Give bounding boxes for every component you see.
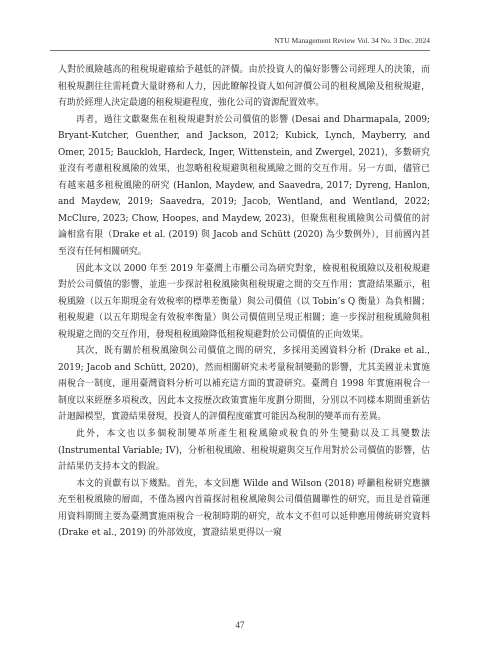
paragraph-2: 再者，過往文獻聚焦在租稅規避對於公司價值的影響 (Desai and Dharmapala, 2009; Bryant-Kutcher, Guenther, and Jackson, 2012; Kubick, Lynch, Mayberry, and Omer, 2015; Bauckloh, Hardeck, Inger, Wittenstein, and Zwergel, 2021)，多數研究並沒有考慮租稅風險的效果，也忽略租稅規避與租稅風險之間的交互作用。另一方面，儘管已有越來越多租稅風險的研究 (Hanlon, Maydew, and Saavedra, 2017; Dyreng, Hanlon, and Maydew, 2019; Saavedra, 2019; Jacob, Wentland, and Wentland, 2022; McClure, 2023; Chow, Hoopes, and Maydew, 2023)，但聚焦租稅風險與公司價值的討論相當有限（Drake et al. (2019) 與 Jacob and Schütt (2020) 為少數例外），目前國內甚至沒有任何相關研究。 — [58, 114, 430, 258]
running-head: NTU Management Review Vol. 34 No. 3 Dec. 2024 — [274, 36, 430, 45]
header-rule — [50, 50, 430, 51]
paragraph-6: 本文的貢獻有以下幾點。首先，本文回應 Wilde and Wilson (2018) 呼籲租稅研究應擴充至租稅風險的層面，不僅為國內首篇探討租稅風險與公司價值關聯性的研究，而且是首篇運用資料期間主要為臺灣實施兩稅合一稅制時期的研究，故本文不但可以延伸應用傳統研究資料 (Drake et al., 2019) 的外部效度，實證結果更得以一窺 — [58, 478, 430, 539]
paragraph-4: 其次，既有關於租稅風險與公司價值之間的研究，多採用美國資料分析 (Drake et al., 2019; Jacob and Schütt, 2020)，然而相關研究未考量稅制變動的影響，尤其美國並未實施兩稅合一制度，運用臺灣資料分析可以補充這方面的實證研究。臺灣自 1998 年實施兩稅合一制度以來經歷多項稅改，因此本文按歷次政策實施年度劃分期間，分別以不同樣本期間重新估計迴歸模型，實證結果發現，投資人的評價程度確實可能因為稅制的變革而有差異。 — [58, 346, 430, 423]
page-number: 47 — [235, 620, 245, 630]
paragraph-1: 人對於風險越高的租稅規避確給予越低的評價。由於投資人的偏好影響公司經理人的決策，而租稅規劃往往需耗費大量財務和人力，因此瞭解投資人如何評價公司的租稅風險及租稅規避，有助於經理人決定最適的租稅規避程度，強化公司的資源配置效率。 — [58, 65, 430, 109]
article-body — [58, 62, 430, 542]
paragraph-3: 因此本文以 2000 年至 2019 年臺灣上市櫃公司為研究對象，檢視租稅風險以及租稅規避對於公司價值的影響，並進一步探討租稅風險與租稅規避之間的交互作用；實證結果顯示，租稅風險（以五年期現金有效稅率的標準差衡量）與公司價值（以 Tobin’s Q 衡量）為負相關；租稅規避（以五年期現金有效稅率衡量）與公司價值則呈現正相關；進一步探討租稅風險與租稅規避之間的交互作用，發現租稅風險降低租稅規避對於公司價值的正向效果。 — [58, 263, 430, 340]
paragraph-5: 此外，本文也以多個稅制變革所產生租稅風險或稅負的外生變動以及工具變數法 (Instrumental Variable; IV)，分析租稅風險、租稅規避與交互作用對於公司價值的影響，估計結果仍支持本文的假說。 — [58, 429, 430, 473]
